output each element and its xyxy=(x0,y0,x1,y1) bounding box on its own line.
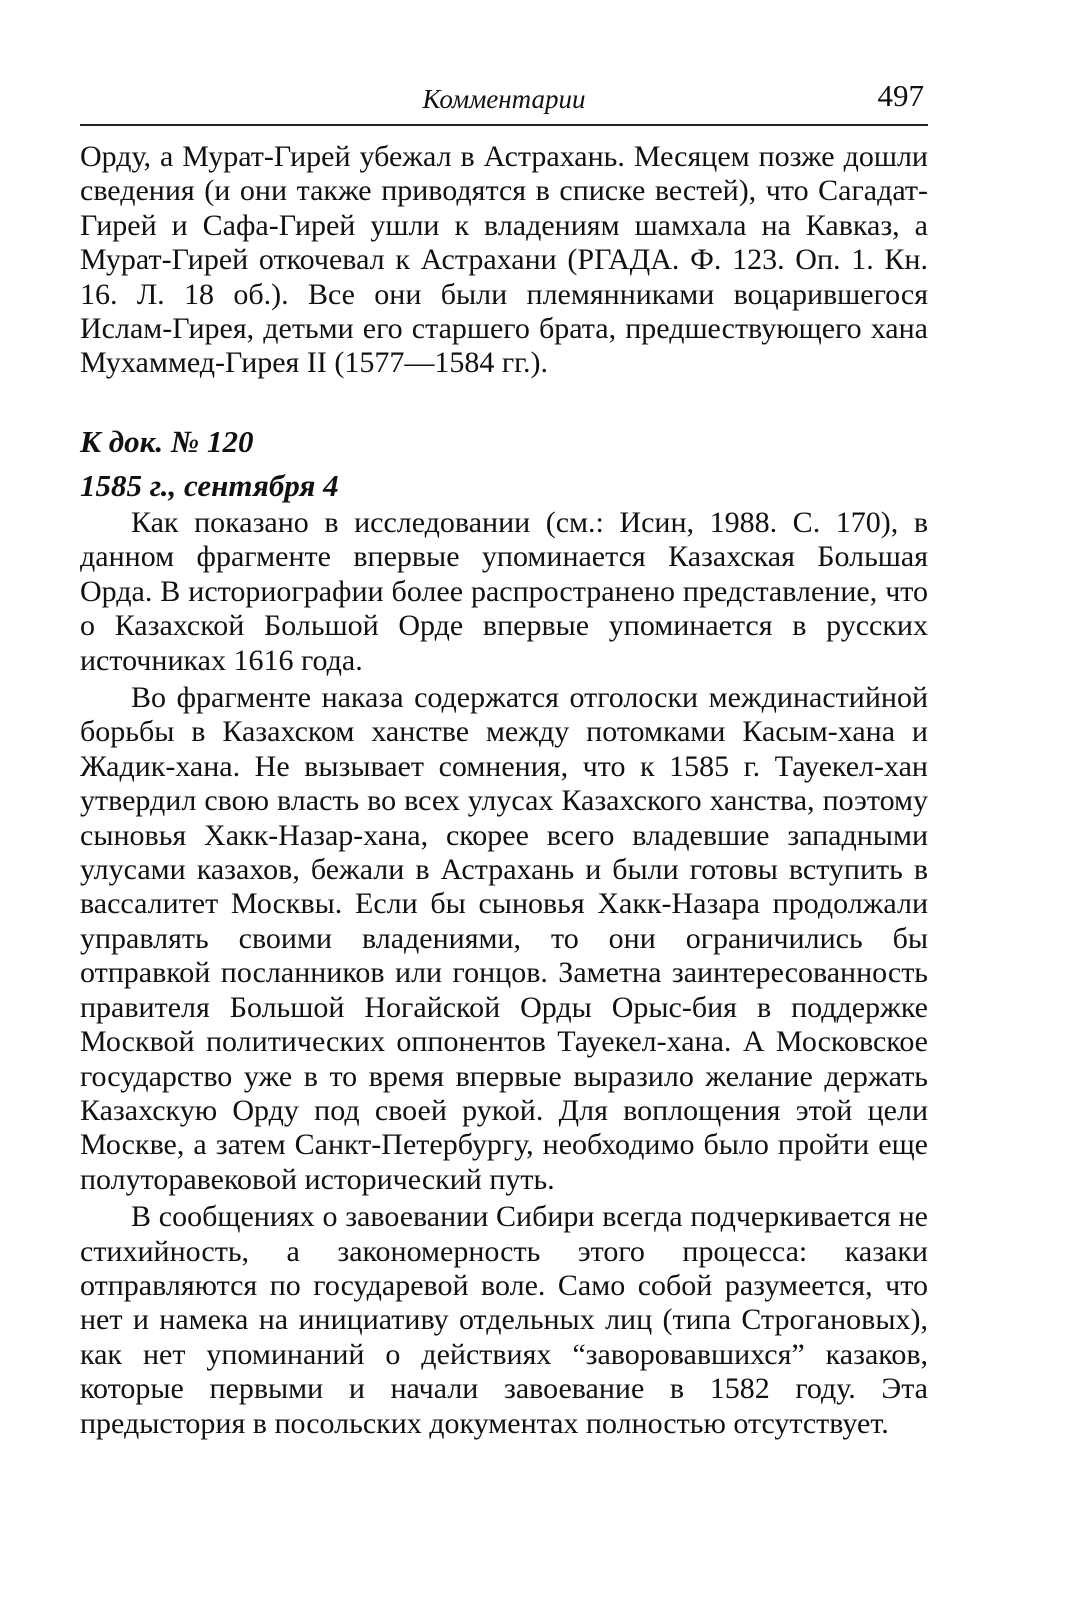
heading-document-date: 1585 г., сентября 4 xyxy=(80,468,339,503)
page-header xyxy=(80,78,928,126)
page-number: 497 xyxy=(877,78,924,113)
continuation-paragraph: Орду, а Мурат-Гирей убежал в Астрахань. Месяцем позже дошли сведения (и они также приводятся в списке вестей), что Сагадат-Гирей и Сафа-Гирей ушли к владениям шамхала на Кавказ, а Мурат-Гирей откочевал к Астрахани (РГАДА. Ф. 123. Оп. 1. Кн. 16. Л. 18 об.). Все они были племянниками воцарившегося Ислам-Гирея, детьми его старшего брата, предшествующего хана Мухаммед-Гирея II (1577—1584 гг.). xyxy=(80,140,928,380)
section-heading xyxy=(80,420,339,508)
heading-document-number: К док. № 120 xyxy=(80,424,254,459)
running-title: Комментарии xyxy=(422,84,586,114)
commentary-paragraph: Во фрагменте наказа содержатся отголоски междинастийной борьбы в Казахском ханстве между потомками Касым-хана и Жадик-хана. Не вызывает сомнения, что к 1585 г. Тауекел-хан утвердил свою власть во всех улусах Казахского ханства, поэтому сыновья Хакк-Назар-хана, скорее всего владевшие западными улусами казахов, бежали в Астрахань и были готовы вступить в вассалитет Москвы. Если бы сыновья Хакк-Назара продолжали управлять своими владениями, то они ограничились бы отправкой посланников или гонцов. Заметна заинтересованность правителя Большой Ногайской Орды Орыс-бия в поддержке Москвой политических оппонентов Тауекел-хана. А Московское государство уже в то время впервые выразило желание держать Казахскую Орду под своей рукой. Для воплощения этой цели Москве, а затем Санкт-Петербургу, необходимо было пройти еще полуторавековой исторический путь. xyxy=(80,681,928,1196)
commentary-paragraph: Как показано в исследовании (см.: Исин, 1988. С. 170), в данном фрагменте впервые упоминается Казахская Большая Орда. В историографии более распространено представление, что о Казахской Большой Орде впервые упоминается в русских источниках 1616 года. xyxy=(80,506,928,677)
commentary-paragraph: В сообщениях о завоевании Сибири всегда подчеркивается не стихийность, а закономерность этого процесса: казаки отправляются по государевой воле. Само собой разумеется, что нет и намека на инициативу отдельных лиц (типа Строгановых), как нет упоминаний о действиях “заворовавшихся” казаков, которые первыми и начали завоевание в 1582 году. Эта предыстория в посольских документах полностью отсутствует. xyxy=(80,1200,928,1440)
continuation-text-block xyxy=(80,140,928,381)
commentary-text-block xyxy=(80,506,928,1441)
